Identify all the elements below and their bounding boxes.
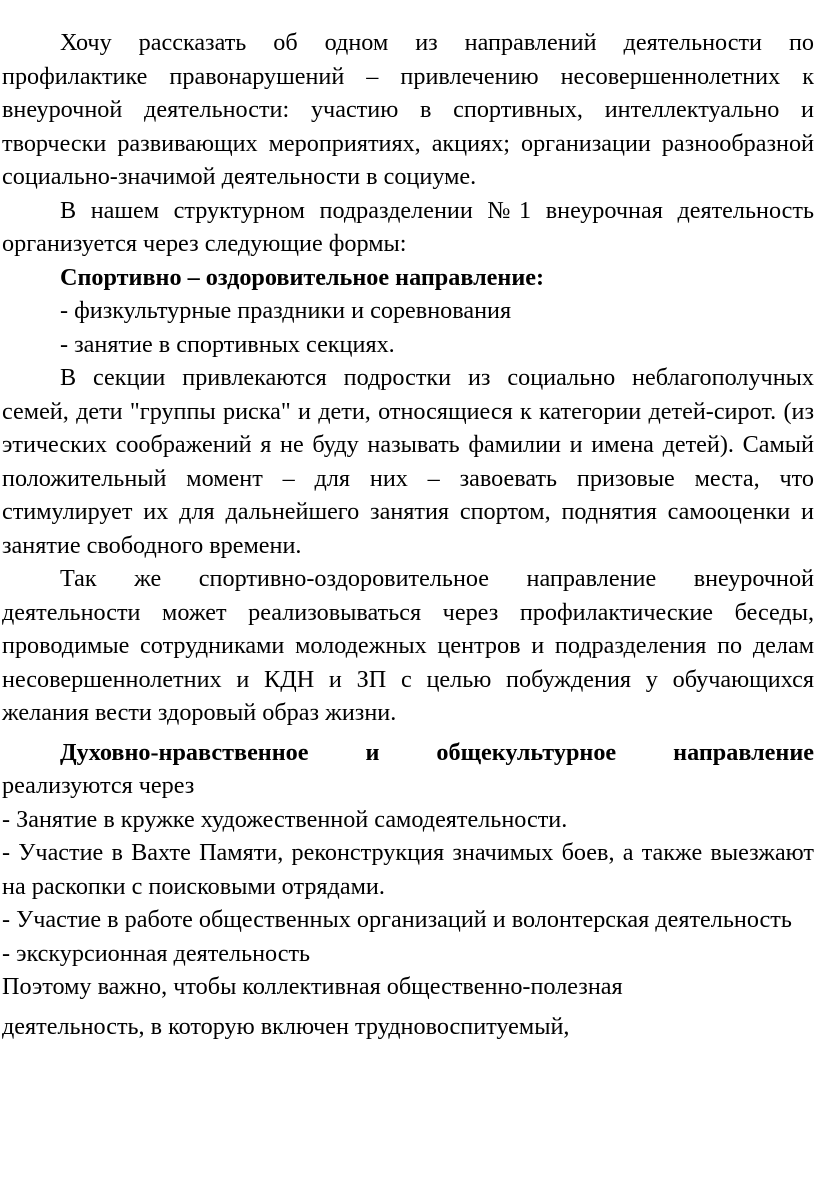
sport-list-item: - занятие в спортивных секциях. (60, 330, 395, 358)
sections-paragraph: В секции привлекаются подростки из социально неблагополучных семей, дети "группы риска" и дети, относящиеся к категории детей-сирот. (из этических соображений я не буду называть фамилии и имена детей). Самый положительный момент – для них – завоевать призовые места, что стимулирует их для дальнейшего занятия спортом, поднятия самооценки и занятие свободного времени. (2, 364, 814, 559)
sport-section-heading: Спортивно – оздоровительное направление: (60, 263, 545, 291)
closing-line: деятельность, в которую включен трудновоспитуемый, (2, 1012, 570, 1040)
prevention-paragraph: Так же спортивно-оздоровительное направление внеурочной деятельности может реализовываться через профилактические беседы, проводимые сотрудниками молодежных центров и подразделения по делам несовершеннолетних и КДН и ЗП с целью побуждения у обучающихся желания вести здоровый образ жизни. (2, 565, 814, 726)
spiritual-list-item: - экскурсионная деятельность (2, 939, 311, 967)
spiritual-list-item: - Участие в Вахте Памяти, реконструкция значимых боев, а также выезжают на раскопки с поисковыми отрядами. (2, 839, 814, 900)
sport-list-item: - физкультурные праздники и соревнования (60, 297, 512, 324)
intro-paragraph: Хочу рассказать об одном из направлений деятельности по профилактике правонарушений – привлечению несовершеннолетних к внеурочной деятельности: участию в спортивных, интеллектуально и творчески развивающих мероприятиях, акциях; организации разнообразной социально-значимой деятельности в социуме. (2, 29, 814, 190)
spiritual-list-item: - Участие в работе общественных организаций и волонтерская деятельность (2, 906, 792, 933)
spiritual-list-item: - Занятие в кружке художественной самодеятельности. (2, 805, 568, 833)
closing-line: Поэтому важно, чтобы коллективная общественно-полезная (2, 973, 623, 1000)
document-page (2, 26, 814, 1043)
spiritual-section-heading-tail: реализуются через (2, 772, 195, 799)
spiritual-section-heading: Духовно-нравственное и общекультурное направление (60, 738, 814, 766)
structure-paragraph: В нашем структурном подразделении №1 внеурочная деятельность организуется через следующие формы: (2, 196, 814, 257)
